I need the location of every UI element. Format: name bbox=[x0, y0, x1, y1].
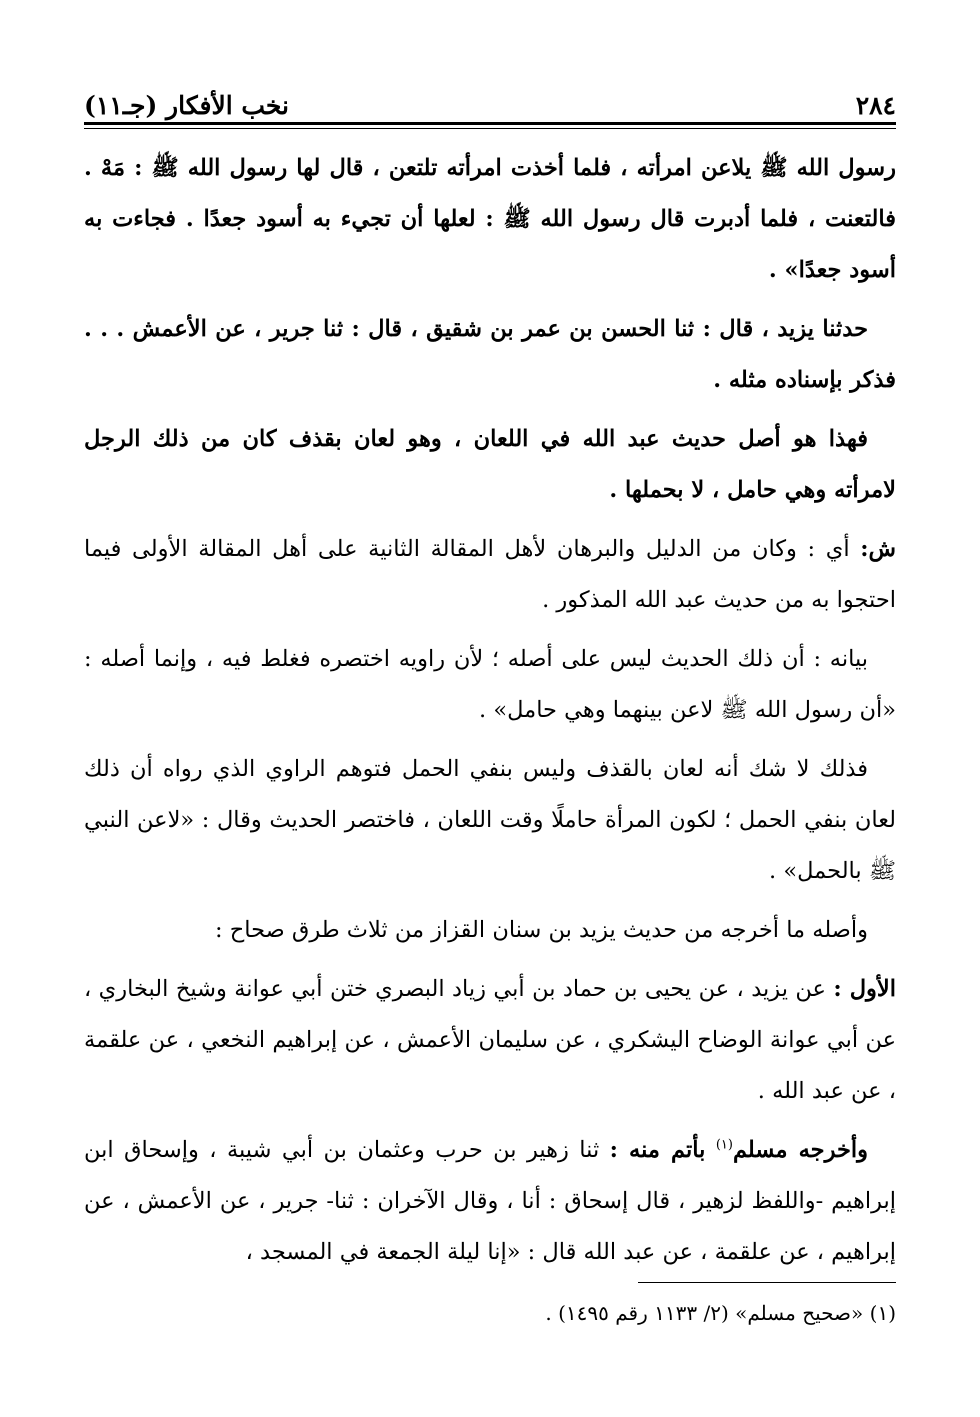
muslim-label-post: بأتم منه : bbox=[609, 1137, 706, 1163]
page-body bbox=[84, 143, 896, 1286]
page-header bbox=[84, 72, 896, 120]
paragraph-text: فهذا هو أصل حديث عبد الله في اللعان ، وهو لعان بقذف كان من ذلك الرجل لامرأته وهي حامل ، لا بحملها . bbox=[84, 426, 896, 503]
paragraph bbox=[84, 414, 896, 516]
paragraph-text: أي : وكان من الدليل والبرهان لأهل المقالة الثانية على أهل المقالة الأولى فيما احتجوا به من حديث عبد الله المذكور . bbox=[84, 536, 896, 613]
paragraph-text: وأصله ما أخرجه من حديث يزيد بن سنان القزاز من ثلاث طرق صحاح : bbox=[214, 917, 868, 943]
footnote: (١) «صحيح مسلم» (٢/ ١١٣٣ رقم ١٤٩٥) . bbox=[545, 1301, 896, 1325]
paragraph bbox=[84, 964, 896, 1117]
first-label: الأول : bbox=[833, 976, 896, 1002]
header-rule-thin bbox=[84, 128, 896, 129]
paragraph bbox=[84, 744, 896, 897]
footnote-rule bbox=[638, 1282, 896, 1283]
page-number: ٢٨٤ bbox=[855, 91, 896, 120]
book-title: نخب الأفكار (جـ١١) bbox=[84, 91, 290, 120]
muslim-label: وأخرجه مسلم bbox=[732, 1137, 869, 1163]
paragraph-text: رسول الله ﷺ يلاعن امرأته ، فلما أخذت امرأته تلتعن ، قال لها رسول الله ﷺ : مَهْ . فالتعنت ، فلما أدبرت قال رسول الله ﷺ : لعلها أن تجيء به أسود جعدًا . فجاءت به أسود جعدًا» . bbox=[84, 155, 896, 283]
paragraph bbox=[84, 524, 896, 626]
paragraph bbox=[84, 905, 896, 956]
paragraph bbox=[84, 634, 896, 736]
paragraph-text: فذلك لا شك أنه لعان بالقذف وليس بنفي الحمل فتوهم الراوي الذي رواه أن ذلك لعان بنفي الحمل ؛ لكون المرأة حاملًا وقت اللعان ، فاختصر الحديث وقال : «لاعن النبي ﷺ بالحمل» . bbox=[84, 756, 896, 884]
paragraph-text: عن يزيد ، عن يحيى بن حماد بن أبي زياد البصري ختن أبي عوانة وشيخ البخاري ، عن أبي عوانة الوضاح اليشكري ، عن سليمان الأعمش ، عن إبراهيم النخعي ، عن علقمة ، عن عبد الله . bbox=[84, 976, 896, 1104]
sharh-label: ش: bbox=[860, 536, 896, 562]
paragraph-text: حدثنا يزيد ، قال : ثنا الحسن بن عمر بن شقيق ، قال : ثنا جرير ، عن الأعمش . . . فذكر بإسناده مثله . bbox=[84, 316, 896, 393]
paragraph-text: ثنا زهير بن حرب وعثمان بن أبي شيبة ، وإسحاق ابن إبراهيم -واللفظ لزهير ، قال إسحاق : أنا ، وقال الآخران : ثنا- جرير ، عن الأعمش ، عن إبراهيم ، عن علقمة ، عن عبد الله قال : «إنا ليلة الجمعة في المسجد ، bbox=[84, 1137, 896, 1265]
header-rule-thick bbox=[84, 122, 896, 125]
paragraph bbox=[84, 304, 896, 406]
paragraph bbox=[84, 1125, 896, 1278]
footnote-ref: (١) bbox=[715, 1137, 733, 1153]
paragraph-text: بيانه : أن ذلك الحديث ليس على أصله ؛ لأن راويه اختصره فغلط فيه ، وإنما أصله : «أن رسول الله ﷺ لاعن بينهما وهي حامل» . bbox=[84, 646, 896, 723]
paragraph bbox=[84, 143, 896, 296]
